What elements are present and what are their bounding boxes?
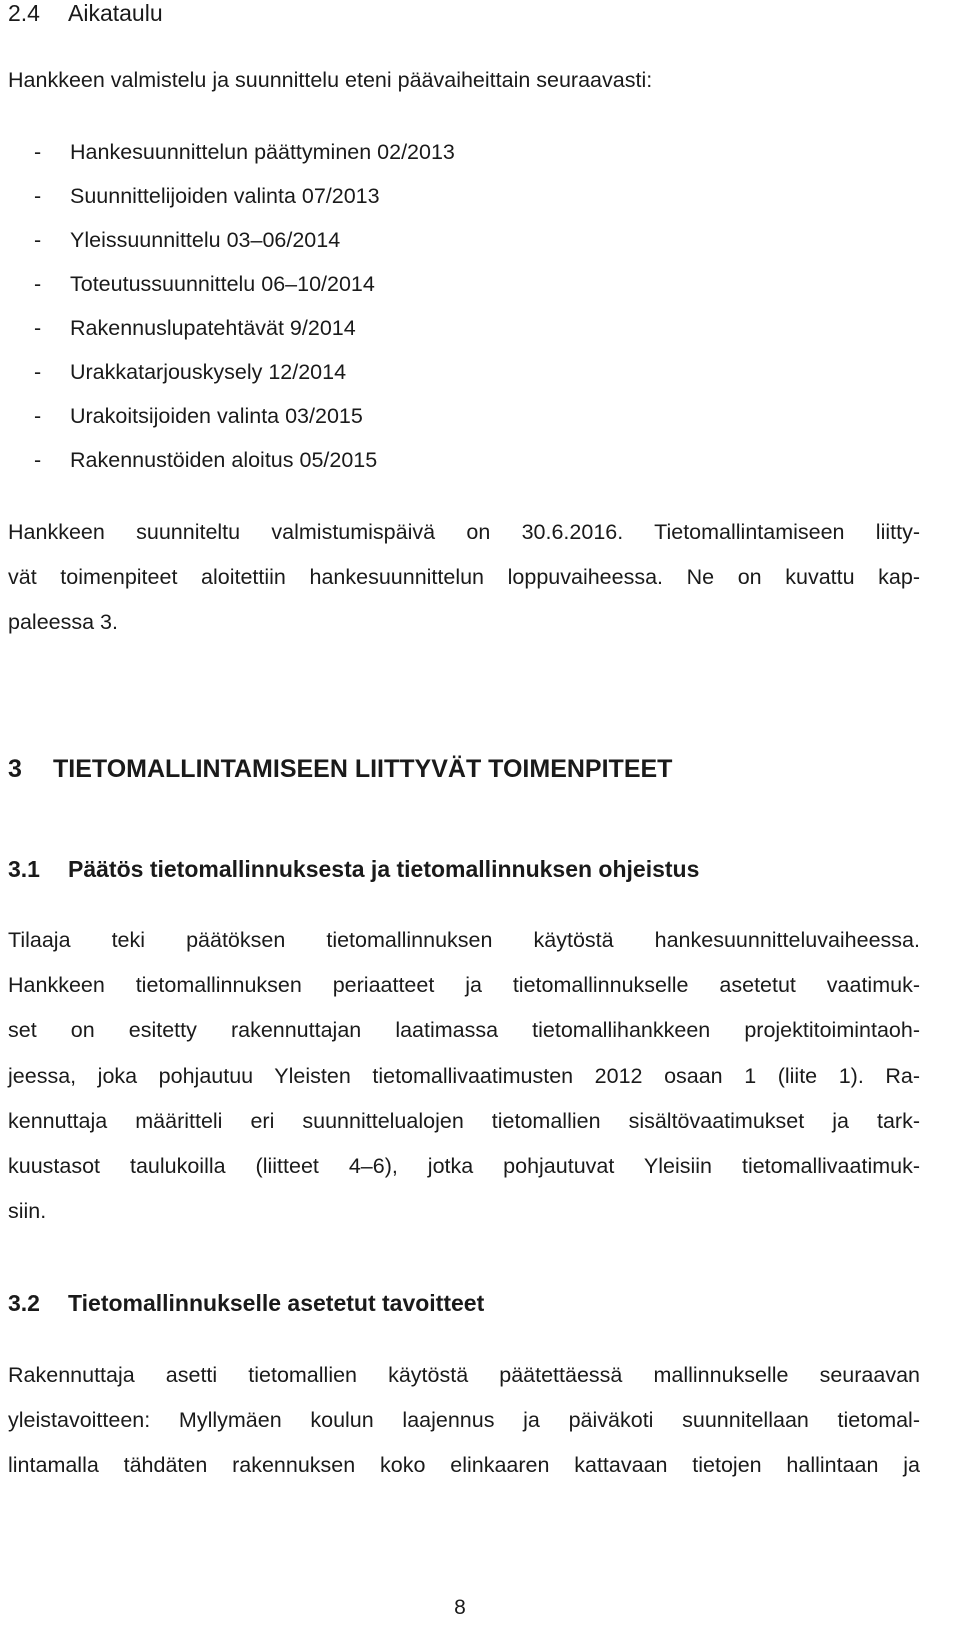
paragraph-line: siin. (8, 1199, 47, 1224)
list-item-text: Yleissuunnittelu 03–06/2014 (70, 228, 341, 252)
paragraph-line: Hankkeen suunniteltu valmistumispäivä on 30.6.2016. Tietomallintamiseen liitty- (8, 520, 920, 544)
list-dash: - (34, 140, 42, 164)
section-number: 3.1 (8, 856, 40, 882)
section-number: 3.2 (8, 1290, 40, 1316)
list-item (24, 350, 346, 394)
chapter-number: 3 (8, 755, 22, 783)
list-item-text: Rakennustöiden aloitus 05/2015 (70, 448, 378, 472)
section-3-2-paragraph (8, 1353, 920, 1488)
intro-text: Hankkeen valmistelu ja suunnittelu eteni päävaiheittain seuraavasti: (8, 68, 653, 92)
list-item (24, 394, 363, 438)
list-item-text: Rakennuslupatehtävät 9/2014 (70, 316, 356, 340)
paragraph-line: kuustasot taulukoilla (liitteet 4–6), jotka pohjautuvat Yleisiin tietomallivaatimuk- (8, 1153, 920, 1178)
paragraph-line: vät toimenpiteet aloitettiin hankesuunnittelun loppuvaiheessa. Ne on kuvattu kap- (8, 565, 920, 589)
list-item (24, 174, 380, 218)
list-item (24, 130, 455, 174)
chapter-title: TIETOMALLINTAMISEEN LIITTYVÄT TOIMENPITEET (53, 755, 673, 783)
paragraph-line: jeessa, joka pohjautuu Yleisten tietomallivaatimusten 2012 osaan 1 (liite 1). Ra- (8, 1063, 920, 1088)
section-number: 2.4 (8, 0, 40, 26)
list-dash: - (34, 360, 42, 384)
paragraph-line: set on esitetty rakennuttajan laatimassa tietomallihankkeen projektitoimintaoh- (8, 1018, 920, 1043)
chapter-heading-3 (8, 755, 672, 784)
list-dash: - (34, 316, 42, 340)
list-item-text: Urakoitsijoiden valinta 03/2015 (70, 404, 363, 428)
list-item-text: Hankesuunnittelun päättyminen 02/2013 (70, 140, 455, 164)
section-heading-3-1 (8, 856, 699, 883)
list-item-text: Suunnittelijoiden valinta 07/2013 (70, 184, 380, 208)
list-dash: - (34, 448, 42, 472)
list-item (24, 438, 377, 482)
paragraph-line: paleessa 3. (8, 610, 118, 634)
section-title: Päätös tietomallinnuksesta ja tietomallinnuksen ohjeistus (68, 856, 700, 882)
paragraph-line: Hankkeen tietomallinnuksen periaatteet ja tietomallinnukselle asetetut vaatimuk- (8, 973, 920, 998)
list-dash: - (34, 228, 42, 252)
paragraph-line: lintamalla tähdäten rakennuksen koko elinkaaren kattavaan tietojen hallintaan ja (8, 1453, 920, 1477)
page-number: 8 (454, 1596, 466, 1619)
list-item-text: Urakkatarjouskysely 12/2014 (70, 360, 347, 384)
list-dash: - (34, 272, 42, 296)
section-title: Aikataulu (68, 0, 163, 26)
paragraph-line: yleistavoitteen: Myllymäen koulun laajennus ja päiväkoti suunnitellaan tietomal- (8, 1408, 920, 1432)
list-item (24, 262, 375, 306)
section-3-1-paragraph (8, 918, 920, 1234)
section-title: Tietomallinnukselle asetetut tavoitteet (68, 1290, 485, 1316)
list-item-text: Toteutussuunnittelu 06–10/2014 (70, 272, 375, 296)
section-heading-3-2 (8, 1290, 484, 1317)
paragraph-line: Tilaaja teki päätöksen tietomallinnuksen käytöstä hankesuunnitteluvaiheessa. (8, 928, 920, 952)
section-heading-2-4 (8, 0, 163, 27)
completion-paragraph (8, 510, 920, 645)
paragraph-line: Rakennuttaja asetti tietomallien käytöstä päätettäessä mallinnukselle seuraavan (8, 1363, 920, 1387)
list-item (24, 306, 356, 350)
list-dash: - (34, 184, 42, 208)
paragraph-line: kennuttaja määritteli eri suunnittelualojen tietomallien sisältövaatimukset ja tark- (8, 1108, 920, 1133)
list-item (24, 218, 340, 262)
list-dash: - (34, 404, 42, 428)
